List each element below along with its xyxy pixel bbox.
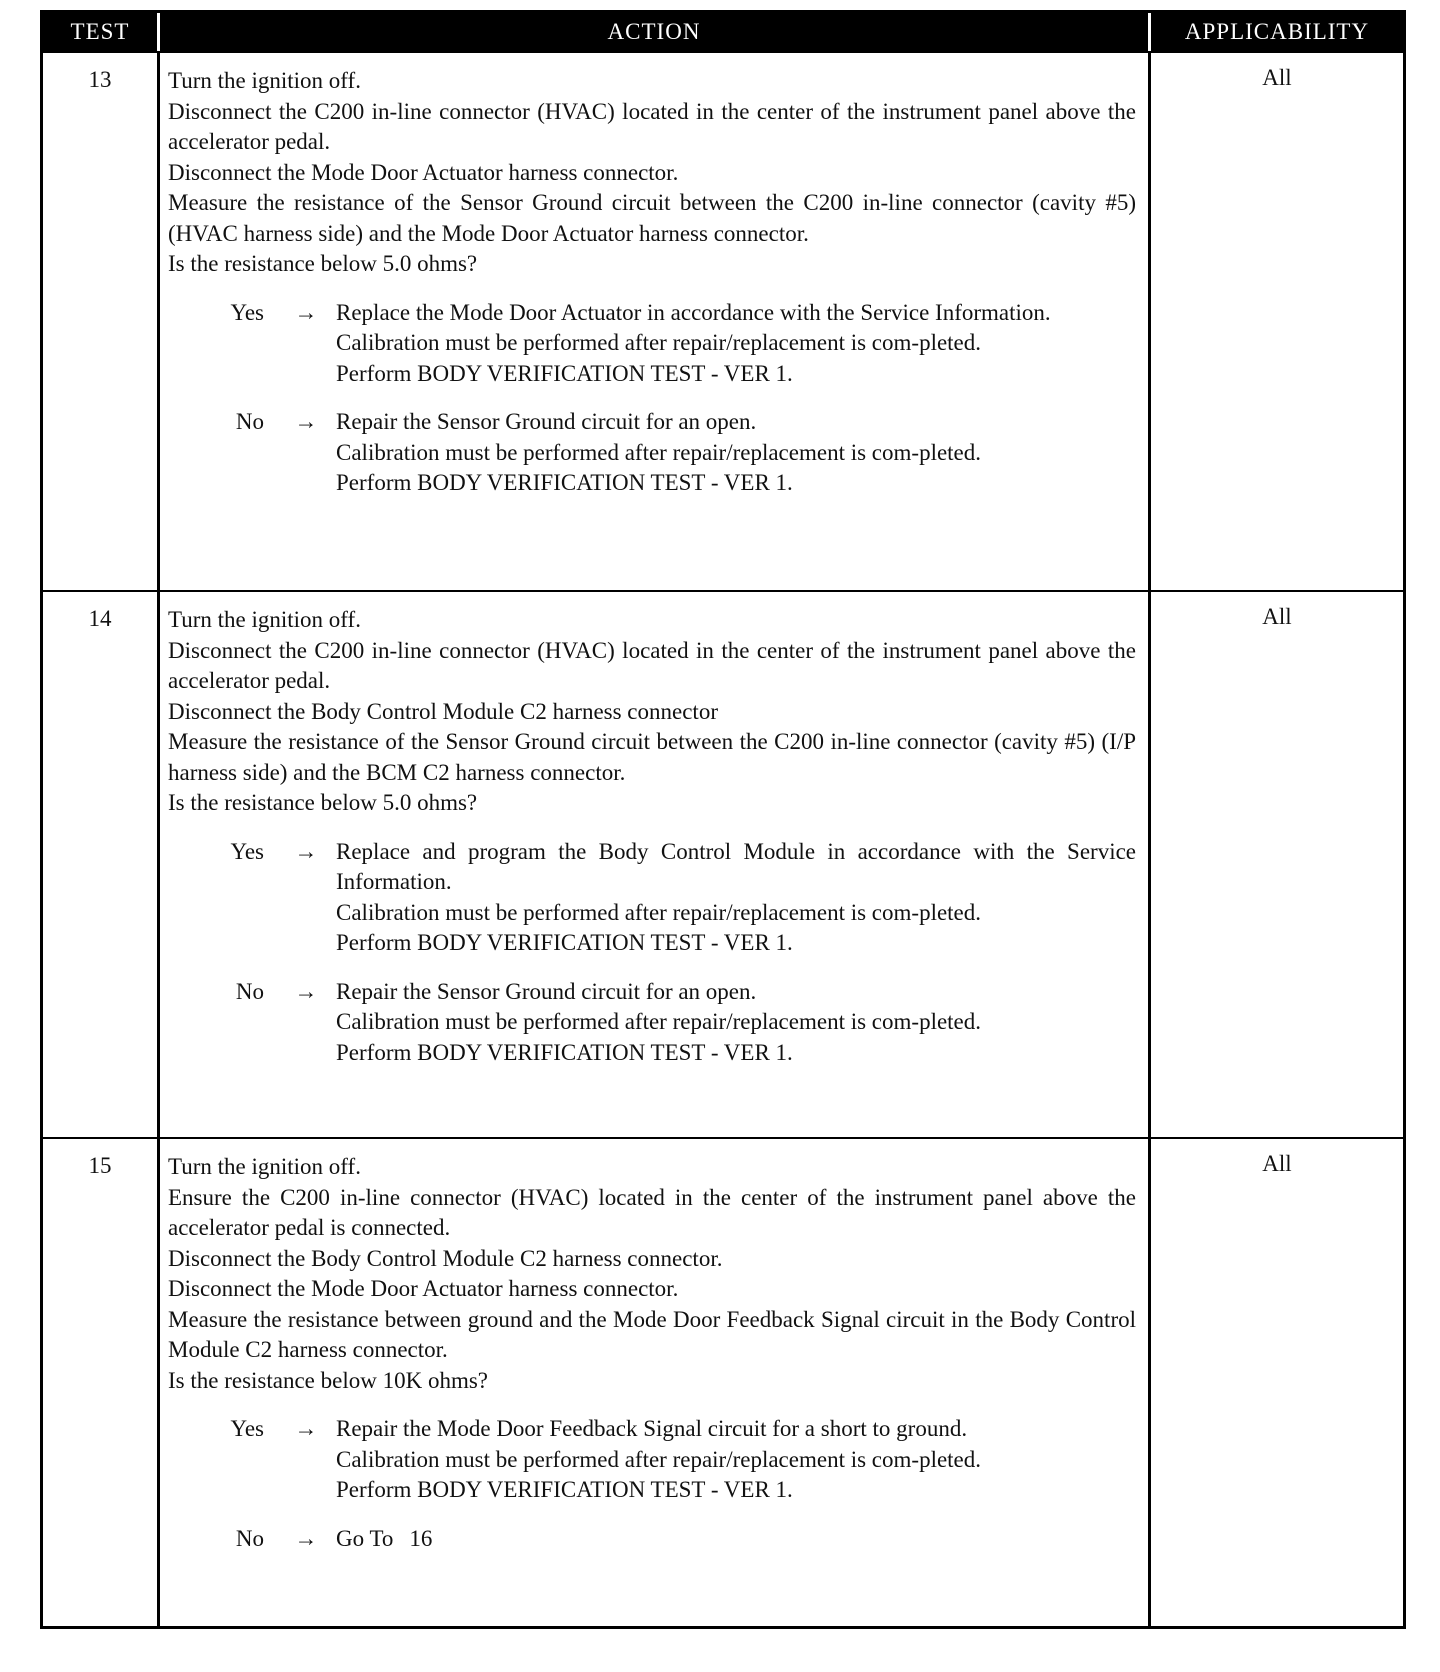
outcome-line: Perform BODY VERIFICATION TEST - VER 1. [336,360,793,386]
outcome-line: Repair the Mode Door Feedback Signal circuit for a short to ground. [336,1416,968,1441]
step-text: Measure the resistance of the Sensor Ground circuit between the C200 in-line connector (cavity #5) (I/P harness side) and the BCM C2 harness connector. [168,729,1136,785]
outcome-line: Calibration must be performed after repair/replacement is com-pleted. [336,1009,982,1034]
table-row [43,590,1403,1137]
outcome-line: Perform BODY VERIFICATION TEST - VER 1. [336,470,793,495]
applicability-cell: All [1262,604,1292,629]
yes-outcome [336,837,1136,959]
yes-branch [168,1414,1136,1506]
no-label: No [235,978,264,1004]
no-branch [168,1524,1136,1555]
outcome-line: Calibration must be performed after repair/replacement is com-pleted. [336,439,982,465]
step-text: Disconnect the Mode Door Actuator harness connector. [168,1276,679,1301]
outcome-line: Calibration must be performed after repair/replacement is com-pleted. [336,899,982,925]
step-text: Is the resistance below 5.0 ohms? [168,251,478,276]
header-applicability: APPLICABILITY [1184,19,1370,44]
goto-line [336,1524,1136,1555]
no-outcome [336,407,1136,499]
header-action: ACTION [160,13,1151,51]
action-cell [160,53,1151,590]
outcome-line: Replace and program the Body Control Module in accordance with the Service Information. [336,838,1136,894]
yes-outcome [336,1414,1136,1506]
test-number: 13 [43,53,160,590]
no-outcome [336,1524,1136,1555]
arrow-icon: → [294,1525,318,1551]
step-text: Turn the ignition off. [168,607,361,632]
outcome-line: Repair the Sensor Ground circuit for an open. [336,978,757,1004]
step-text: Disconnect the C200 in-line connector (HVAC) located in the center of the instrument panel above the accelerator pedal. [168,637,1136,693]
yes-label: Yes [230,299,264,325]
action-cell [160,592,1151,1137]
yes-outcome [336,298,1136,390]
arrow-icon: → [294,299,318,325]
outcome-line: Calibration must be performed after repair/replacement is com-pleted. [336,330,982,355]
step-text: Turn the ignition off. [168,68,361,93]
yes-branch [168,837,1136,959]
step-text: Measure the resistance between ground and the Mode Door Feedback Signal circuit in the Body Control Module C2 harness connector. [168,1306,1136,1362]
step-text: Disconnect the Mode Door Actuator harness connector. [168,159,679,185]
step-text: Disconnect the C200 in-line connector (HVAC) located in the center of the instrument panel above the accelerator pedal. [168,98,1136,154]
arrow-icon: → [294,409,318,434]
test-number: 14 [43,592,160,1137]
goto-text: Go To [336,1525,394,1551]
outcome-line: Perform BODY VERIFICATION TEST - VER 1. [336,1039,793,1065]
goto-test-number: 16 [409,1525,433,1551]
outcome-line: Calibration must be performed after repair/replacement is com-pleted. [336,1446,982,1472]
arrow-icon: → [294,1416,318,1441]
applicability-cell: All [1262,65,1292,90]
step-text: Turn the ignition off. [168,1154,361,1179]
outcome-line: Perform BODY VERIFICATION TEST - VER 1. [336,1477,793,1502]
header-test: TEST [43,13,160,51]
arrow-icon: → [294,978,318,1004]
step-text: Disconnect the Body Control Module C2 harness connector [168,698,718,724]
no-label: No [235,409,264,434]
test-number: 15 [43,1139,160,1626]
table-row [43,1137,1403,1626]
no-label: No [235,1525,264,1551]
step-text: Is the resistance below 5.0 ohms? [168,790,478,815]
yes-label: Yes [230,1416,264,1441]
applicability-cell: All [1262,1151,1292,1176]
no-branch [168,407,1136,499]
no-outcome [336,977,1136,1069]
outcome-line: Replace the Mode Door Actuator in accordance with the Service Information. [336,299,1051,325]
step-text: Disconnect the Body Control Module C2 harness connector. [168,1245,723,1271]
yes-label: Yes [230,838,264,864]
outcome-line: Repair the Sensor Ground circuit for an open. [336,409,757,434]
table-header [43,13,1403,51]
outcome-line: Perform BODY VERIFICATION TEST - VER 1. [336,930,793,955]
yes-branch [168,298,1136,390]
step-text: Is the resistance below 10K ohms? [168,1367,489,1393]
table-row [43,51,1403,590]
diagnostic-test-table [40,10,1406,1629]
step-text: Measure the resistance of the Sensor Ground circuit between the C200 in-line connector (cavity #5) (HVAC harness side) and the Mode Door Actuator harness connector. [168,190,1136,246]
step-text: Ensure the C200 in-line connector (HVAC) located in the center of the instrument panel above the accelerator pedal is connected. [168,1184,1136,1240]
no-branch [168,977,1136,1069]
arrow-icon: → [294,838,318,864]
action-cell [160,1139,1151,1626]
